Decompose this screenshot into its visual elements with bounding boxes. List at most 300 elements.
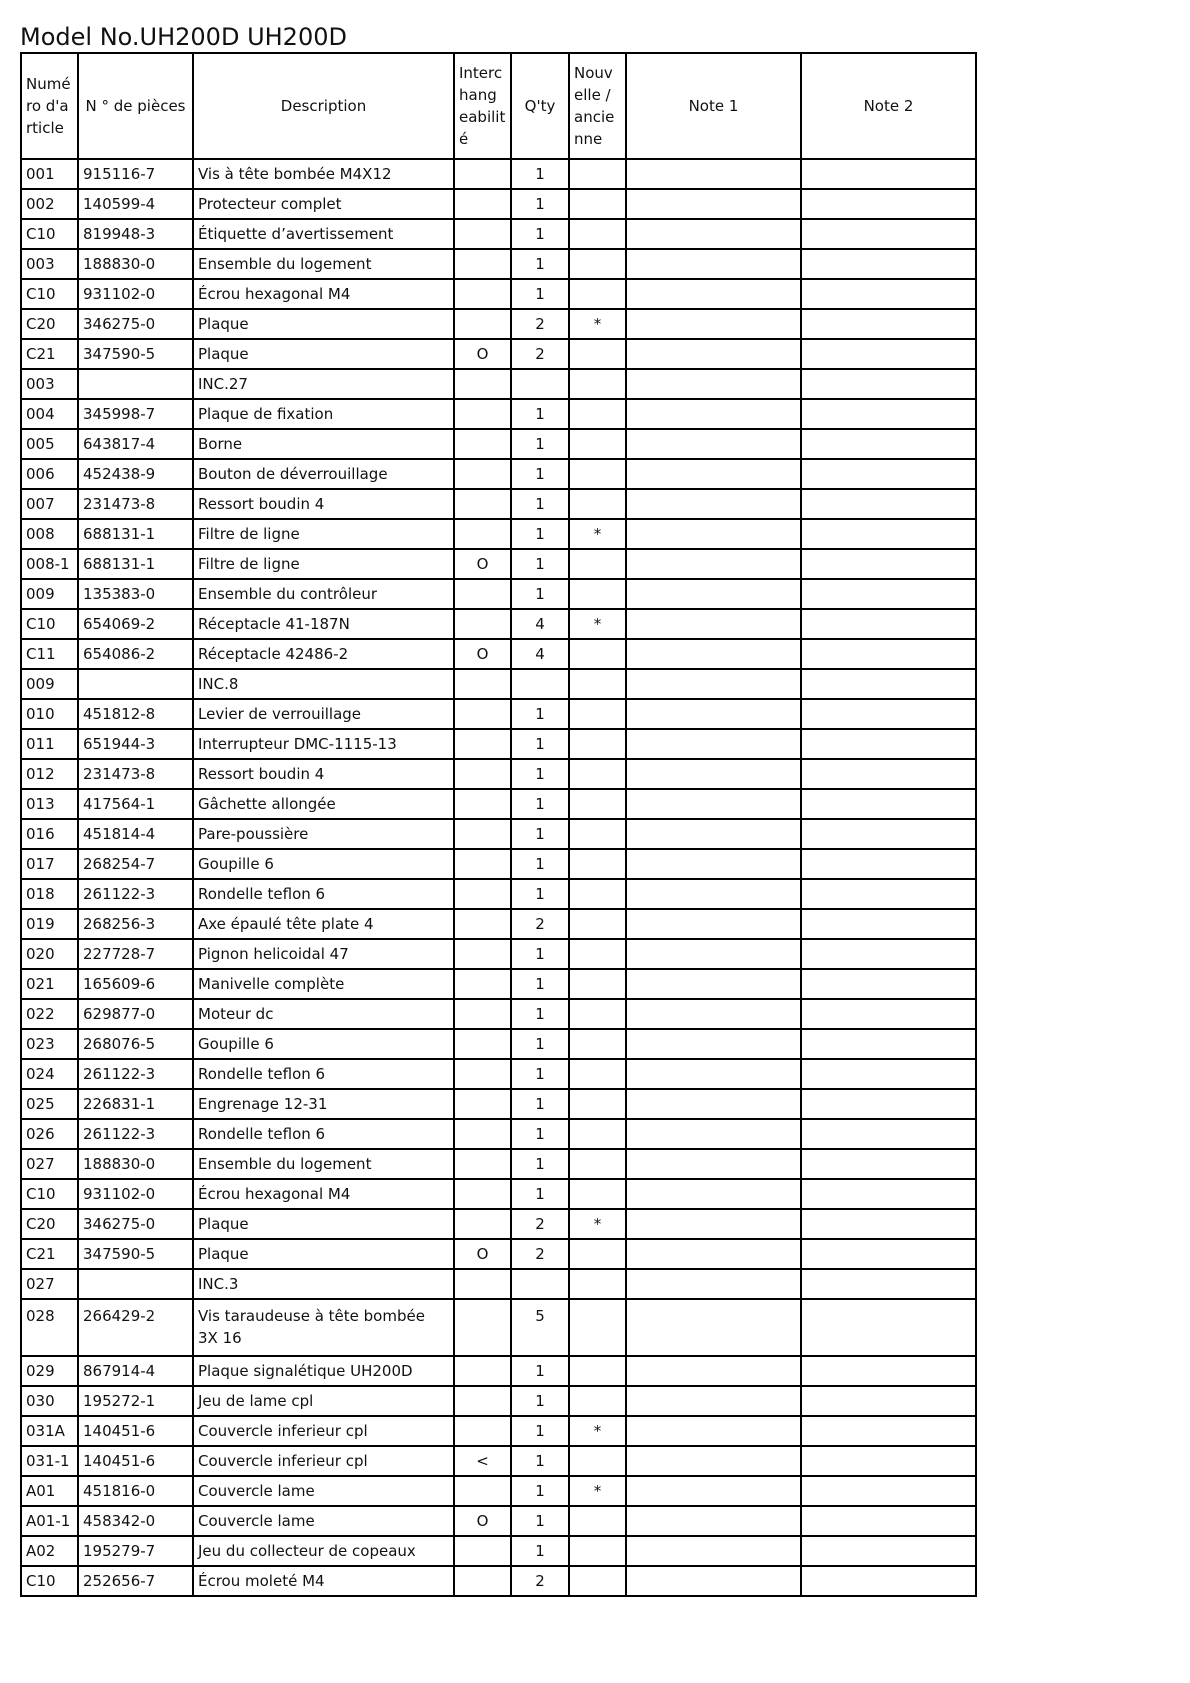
cell-part-no: 688131-1 (78, 519, 193, 549)
cell-part-no: 268254-7 (78, 849, 193, 879)
cell-note1 (626, 429, 801, 459)
cell-qty: 2 (511, 309, 569, 339)
cell-note2 (801, 519, 976, 549)
cell-description: INC.27 (193, 369, 454, 399)
cell-new-old (569, 399, 626, 429)
cell-note2 (801, 1476, 976, 1506)
table-row (21, 519, 976, 549)
cell-qty: 1 (511, 819, 569, 849)
cell-part-no: 261122-3 (78, 879, 193, 909)
cell-item-no: 016 (21, 819, 78, 849)
cell-new-old (569, 369, 626, 399)
header-part-no: N ° de pièces (78, 53, 193, 159)
cell-new-old (569, 729, 626, 759)
cell-interchangeability (454, 819, 511, 849)
cell-note1 (626, 789, 801, 819)
cell-interchangeability (454, 939, 511, 969)
cell-qty: 1 (511, 699, 569, 729)
cell-new-old (569, 159, 626, 189)
cell-description: INC.8 (193, 669, 454, 699)
cell-note1 (626, 1416, 801, 1446)
cell-qty: 2 (511, 909, 569, 939)
cell-note2 (801, 1029, 976, 1059)
cell-new-old (569, 339, 626, 369)
table-row (21, 549, 976, 579)
cell-item-no: A01-1 (21, 1506, 78, 1536)
cell-new-old (569, 1299, 626, 1356)
cell-note1 (626, 1149, 801, 1179)
cell-new-old (569, 1239, 626, 1269)
cell-description: Ressort boudin 4 (193, 489, 454, 519)
cell-note2 (801, 999, 976, 1029)
cell-item-no: C10 (21, 1179, 78, 1209)
cell-interchangeability (454, 429, 511, 459)
table-row (21, 1566, 976, 1596)
table-row (21, 789, 976, 819)
table-row (21, 1506, 976, 1536)
cell-note1 (626, 1269, 801, 1299)
cell-new-old (569, 759, 626, 789)
cell-part-no: 654086-2 (78, 639, 193, 669)
cell-note1 (626, 639, 801, 669)
cell-interchangeability (454, 1299, 511, 1356)
cell-note2 (801, 549, 976, 579)
cell-new-old (569, 879, 626, 909)
cell-qty: 1 (511, 219, 569, 249)
cell-part-no: 345998-7 (78, 399, 193, 429)
cell-qty: 1 (511, 759, 569, 789)
cell-new-old (569, 1059, 626, 1089)
table-row (21, 879, 976, 909)
cell-note1 (626, 699, 801, 729)
cell-item-no: 021 (21, 969, 78, 999)
cell-part-no: 195272-1 (78, 1386, 193, 1416)
cell-note1 (626, 1179, 801, 1209)
cell-note1 (626, 759, 801, 789)
cell-note1 (626, 189, 801, 219)
cell-item-no: 013 (21, 789, 78, 819)
cell-note1 (626, 1506, 801, 1536)
cell-note2 (801, 1356, 976, 1386)
cell-description: Manivelle complète (193, 969, 454, 999)
table-row (21, 579, 976, 609)
cell-interchangeability (454, 1059, 511, 1089)
table-row (21, 759, 976, 789)
cell-note1 (626, 729, 801, 759)
cell-item-no: 009 (21, 579, 78, 609)
cell-item-no: 026 (21, 1119, 78, 1149)
cell-qty: 1 (511, 849, 569, 879)
cell-note2 (801, 1566, 976, 1596)
cell-note2 (801, 1269, 976, 1299)
cell-interchangeability (454, 279, 511, 309)
cell-note2 (801, 849, 976, 879)
cell-qty: 1 (511, 1536, 569, 1566)
table-row (21, 189, 976, 219)
cell-qty: 1 (511, 429, 569, 459)
cell-qty: 1 (511, 1179, 569, 1209)
cell-qty: 1 (511, 999, 569, 1029)
cell-interchangeability (454, 369, 511, 399)
cell-qty: 4 (511, 639, 569, 669)
cell-interchangeability (454, 1209, 511, 1239)
cell-description: Pignon helicoidal 47 (193, 939, 454, 969)
cell-qty: 1 (511, 969, 569, 999)
cell-note2 (801, 279, 976, 309)
table-row (21, 459, 976, 489)
header-note1: Note 1 (626, 53, 801, 159)
cell-note2 (801, 249, 976, 279)
cell-new-old (569, 459, 626, 489)
table-row (21, 939, 976, 969)
table-row (21, 969, 976, 999)
cell-note1 (626, 849, 801, 879)
cell-new-old (569, 1029, 626, 1059)
cell-description: Écrou moleté M4 (193, 1566, 454, 1596)
cell-description: Ensemble du logement (193, 249, 454, 279)
cell-note2 (801, 339, 976, 369)
cell-note2 (801, 189, 976, 219)
cell-part-no: 654069-2 (78, 609, 193, 639)
cell-note2 (801, 699, 976, 729)
cell-item-no: 009 (21, 669, 78, 699)
cell-qty: 1 (511, 459, 569, 489)
cell-note1 (626, 399, 801, 429)
cell-description: Plaque signalétique UH200D (193, 1356, 454, 1386)
cell-part-no: 140451-6 (78, 1446, 193, 1476)
cell-note2 (801, 309, 976, 339)
cell-interchangeability (454, 609, 511, 639)
cell-item-no: A02 (21, 1536, 78, 1566)
table-row (21, 1416, 976, 1446)
cell-description: Axe épaulé tête plate 4 (193, 909, 454, 939)
cell-note1 (626, 1119, 801, 1149)
cell-description: Bouton de déverrouillage (193, 459, 454, 489)
cell-note2 (801, 819, 976, 849)
cell-note1 (626, 579, 801, 609)
cell-item-no: 003 (21, 369, 78, 399)
cell-item-no: 018 (21, 879, 78, 909)
cell-qty: 1 (511, 1029, 569, 1059)
cell-part-no (78, 669, 193, 699)
cell-note2 (801, 489, 976, 519)
table-row (21, 1209, 976, 1239)
table-row (21, 1119, 976, 1149)
cell-part-no: 451812-8 (78, 699, 193, 729)
cell-new-old (569, 429, 626, 459)
header-note2: Note 2 (801, 53, 976, 159)
cell-new-old (569, 1119, 626, 1149)
cell-item-no: C10 (21, 1566, 78, 1596)
cell-note2 (801, 1239, 976, 1269)
cell-item-no: 017 (21, 849, 78, 879)
cell-new-old (569, 969, 626, 999)
table-row (21, 1269, 976, 1299)
table-row (21, 309, 976, 339)
cell-part-no: 347590-5 (78, 1239, 193, 1269)
cell-part-no: 140599-4 (78, 189, 193, 219)
cell-note2 (801, 639, 976, 669)
cell-description: Écrou hexagonal M4 (193, 279, 454, 309)
table-row (21, 639, 976, 669)
cell-interchangeability (454, 1149, 511, 1179)
cell-part-no: 261122-3 (78, 1119, 193, 1149)
cell-note2 (801, 669, 976, 699)
cell-interchangeability: O (454, 549, 511, 579)
cell-note1 (626, 609, 801, 639)
cell-description: Rondelle teflon 6 (193, 879, 454, 909)
cell-note2 (801, 219, 976, 249)
cell-note1 (626, 489, 801, 519)
cell-part-no: 231473-8 (78, 759, 193, 789)
cell-note1 (626, 969, 801, 999)
cell-new-old (569, 699, 626, 729)
cell-new-old (569, 1356, 626, 1386)
cell-qty: 1 (511, 1149, 569, 1179)
cell-item-no: 010 (21, 699, 78, 729)
table-header-row (21, 53, 976, 159)
parts-table-body (21, 159, 976, 1596)
cell-part-no: 165609-6 (78, 969, 193, 999)
header-item-no: Numé ro d'a rticle (21, 53, 78, 159)
cell-qty: 1 (511, 1446, 569, 1476)
cell-new-old (569, 1179, 626, 1209)
cell-description: Vis taraudeuse à tête bombée 3X 16 (193, 1299, 454, 1356)
cell-description: Goupille 6 (193, 849, 454, 879)
cell-qty: 1 (511, 729, 569, 759)
cell-note1 (626, 669, 801, 699)
cell-interchangeability (454, 579, 511, 609)
cell-part-no: 452438-9 (78, 459, 193, 489)
cell-qty: 1 (511, 939, 569, 969)
cell-new-old (569, 1089, 626, 1119)
cell-qty: 1 (511, 399, 569, 429)
cell-note1 (626, 249, 801, 279)
cell-qty: 1 (511, 1356, 569, 1386)
cell-interchangeability (454, 759, 511, 789)
cell-note1 (626, 279, 801, 309)
table-row (21, 1029, 976, 1059)
cell-description: Borne (193, 429, 454, 459)
cell-item-no: 004 (21, 399, 78, 429)
cell-qty: 4 (511, 609, 569, 639)
cell-qty: 1 (511, 1416, 569, 1446)
cell-note2 (801, 1446, 976, 1476)
cell-qty: 2 (511, 1566, 569, 1596)
cell-item-no: 020 (21, 939, 78, 969)
cell-item-no: A01 (21, 1476, 78, 1506)
cell-part-no: 195279-7 (78, 1536, 193, 1566)
cell-part-no: 346275-0 (78, 309, 193, 339)
cell-part-no: 651944-3 (78, 729, 193, 759)
header-description: Description (193, 53, 454, 159)
cell-part-no (78, 1269, 193, 1299)
cell-interchangeability (454, 969, 511, 999)
cell-new-old (569, 189, 626, 219)
cell-note1 (626, 1209, 801, 1239)
cell-note2 (801, 369, 976, 399)
cell-part-no: 346275-0 (78, 1209, 193, 1239)
cell-note1 (626, 1566, 801, 1596)
table-row (21, 1476, 976, 1506)
cell-part-no: 688131-1 (78, 549, 193, 579)
table-row (21, 339, 976, 369)
cell-new-old (569, 669, 626, 699)
cell-item-no: 008 (21, 519, 78, 549)
cell-note2 (801, 1299, 976, 1356)
cell-interchangeability (454, 1119, 511, 1149)
cell-item-no: C21 (21, 339, 78, 369)
cell-note1 (626, 1536, 801, 1566)
cell-part-no: 629877-0 (78, 999, 193, 1029)
cell-part-no: 451816-0 (78, 1476, 193, 1506)
cell-new-old: * (569, 609, 626, 639)
cell-interchangeability (454, 849, 511, 879)
cell-description: Étiquette d’avertissement (193, 219, 454, 249)
table-row (21, 429, 976, 459)
cell-note1 (626, 309, 801, 339)
cell-new-old (569, 1506, 626, 1536)
cell-note2 (801, 1506, 976, 1536)
cell-note2 (801, 579, 976, 609)
cell-note1 (626, 819, 801, 849)
cell-part-no: 226831-1 (78, 1089, 193, 1119)
cell-new-old (569, 849, 626, 879)
table-row (21, 609, 976, 639)
cell-item-no: C10 (21, 609, 78, 639)
cell-qty: 2 (511, 339, 569, 369)
cell-description: Plaque (193, 339, 454, 369)
cell-note2 (801, 429, 976, 459)
cell-interchangeability (454, 1269, 511, 1299)
cell-note2 (801, 789, 976, 819)
cell-interchangeability (454, 909, 511, 939)
cell-qty: 1 (511, 1119, 569, 1149)
cell-new-old (569, 489, 626, 519)
cell-part-no: 266429-2 (78, 1299, 193, 1356)
cell-qty: 1 (511, 159, 569, 189)
cell-interchangeability (454, 699, 511, 729)
cell-qty: 2 (511, 1239, 569, 1269)
cell-qty: 1 (511, 519, 569, 549)
cell-part-no: 931102-0 (78, 279, 193, 309)
cell-description: Gâchette allongée (193, 789, 454, 819)
cell-description: Ressort boudin 4 (193, 759, 454, 789)
cell-description: Ensemble du contrôleur (193, 579, 454, 609)
cell-interchangeability (454, 789, 511, 819)
cell-interchangeability (454, 879, 511, 909)
cell-note2 (801, 729, 976, 759)
cell-item-no: 006 (21, 459, 78, 489)
cell-note1 (626, 999, 801, 1029)
cell-part-no: 261122-3 (78, 1059, 193, 1089)
cell-interchangeability (454, 1416, 511, 1446)
cell-part-no: 417564-1 (78, 789, 193, 819)
cell-note1 (626, 549, 801, 579)
cell-qty: 1 (511, 1089, 569, 1119)
cell-description: Réceptacle 41-187N (193, 609, 454, 639)
cell-qty (511, 669, 569, 699)
cell-qty: 1 (511, 579, 569, 609)
cell-item-no: 011 (21, 729, 78, 759)
cell-item-no: 012 (21, 759, 78, 789)
cell-item-no: C21 (21, 1239, 78, 1269)
cell-description: Levier de verrouillage (193, 699, 454, 729)
cell-item-no: 023 (21, 1029, 78, 1059)
cell-interchangeability: O (454, 1239, 511, 1269)
cell-description: Filtre de ligne (193, 519, 454, 549)
table-row (21, 819, 976, 849)
cell-interchangeability (454, 459, 511, 489)
table-row (21, 399, 976, 429)
cell-qty: 1 (511, 1059, 569, 1089)
cell-item-no: C10 (21, 219, 78, 249)
table-row (21, 669, 976, 699)
cell-interchangeability (454, 159, 511, 189)
cell-description: Ensemble du logement (193, 1149, 454, 1179)
table-row (21, 1386, 976, 1416)
cell-new-old (569, 549, 626, 579)
cell-item-no: 030 (21, 1386, 78, 1416)
cell-interchangeability (454, 1536, 511, 1566)
cell-new-old (569, 909, 626, 939)
cell-qty: 1 (511, 549, 569, 579)
table-row (21, 159, 976, 189)
cell-interchangeability: O (454, 1506, 511, 1536)
cell-description: Rondelle teflon 6 (193, 1059, 454, 1089)
cell-new-old (569, 1149, 626, 1179)
cell-item-no: 025 (21, 1089, 78, 1119)
cell-description: Plaque (193, 309, 454, 339)
cell-new-old (569, 1386, 626, 1416)
cell-description: Plaque (193, 1239, 454, 1269)
cell-new-old (569, 939, 626, 969)
cell-interchangeability (454, 1386, 511, 1416)
cell-item-no: 031A (21, 1416, 78, 1446)
cell-item-no: C10 (21, 279, 78, 309)
cell-note2 (801, 939, 976, 969)
cell-item-no: 027 (21, 1149, 78, 1179)
cell-qty: 2 (511, 1209, 569, 1239)
cell-qty: 1 (511, 249, 569, 279)
cell-description: Plaque de fixation (193, 399, 454, 429)
header-new-old: Nouv elle / ancie nne (569, 53, 626, 159)
cell-description: Interrupteur DMC-1115-13 (193, 729, 454, 759)
cell-interchangeability: O (454, 339, 511, 369)
table-row (21, 1356, 976, 1386)
cell-description: Jeu de lame cpl (193, 1386, 454, 1416)
cell-part-no: 347590-5 (78, 339, 193, 369)
cell-note1 (626, 1089, 801, 1119)
cell-qty: 1 (511, 189, 569, 219)
cell-part-no: 458342-0 (78, 1506, 193, 1536)
cell-part-no: 268076-5 (78, 1029, 193, 1059)
cell-interchangeability (454, 249, 511, 279)
cell-note2 (801, 1089, 976, 1119)
cell-description: Rondelle teflon 6 (193, 1119, 454, 1149)
cell-qty: 1 (511, 279, 569, 309)
cell-interchangeability (454, 399, 511, 429)
table-row (21, 489, 976, 519)
cell-item-no: 003 (21, 249, 78, 279)
cell-item-no: 005 (21, 429, 78, 459)
cell-note2 (801, 1179, 976, 1209)
cell-note2 (801, 759, 976, 789)
cell-interchangeability (454, 999, 511, 1029)
cell-qty: 1 (511, 879, 569, 909)
table-row (21, 999, 976, 1029)
cell-part-no (78, 369, 193, 399)
